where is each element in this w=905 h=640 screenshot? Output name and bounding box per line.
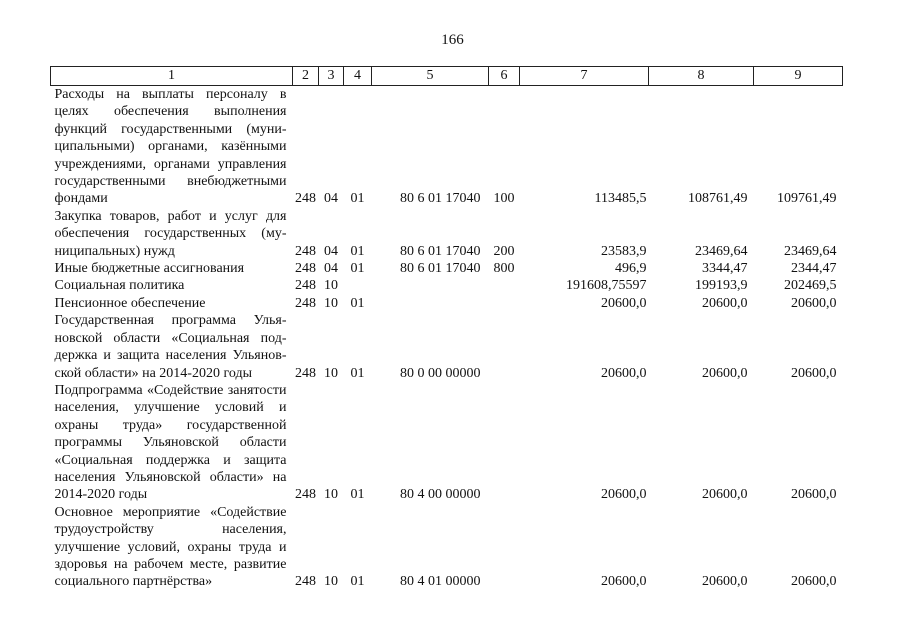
table-row — [51, 382, 843, 504]
row-cell-col5: 80 4 01 00000 — [400, 574, 481, 590]
row-cell-col8: 108761,49 — [688, 191, 748, 207]
row-cell-col6: 200 — [493, 243, 515, 259]
row-description: Государственная программа Ульяновской области «Социальная поддержка и защита населения Ульяновской области» на 2014-2020 годы — [54, 313, 287, 381]
column-header-8: 8 — [649, 67, 754, 86]
row-cell-col4: 01 — [350, 243, 365, 259]
row-cell-col5: 80 6 01 17040 — [400, 261, 481, 277]
row-cell-col6 — [489, 277, 520, 294]
row-description: Иные бюджетные ассигнования — [54, 261, 245, 277]
column-header-1: 1 — [51, 67, 293, 86]
table-row — [51, 295, 843, 312]
row-cell-col7: 20600,0 — [601, 365, 647, 381]
row-cell-col7: 20600,0 — [601, 295, 647, 311]
column-header-4: 4 — [344, 67, 372, 86]
row-cell-col8: 20600,0 — [702, 574, 748, 590]
row-cell-col5: 80 4 00 00000 — [400, 487, 481, 503]
column-header-3: 3 — [319, 67, 344, 86]
row-cell-col6 — [489, 312, 520, 382]
table-row — [51, 312, 843, 382]
row-cell-col5: 80 6 01 17040 — [400, 191, 481, 207]
row-cell-col9: 202469,5 — [784, 278, 837, 294]
table-row — [51, 208, 843, 260]
row-cell-col7: 496,9 — [615, 261, 647, 277]
row-cell-col2: 248 — [295, 191, 316, 207]
row-cell-col9: 20600,0 — [791, 295, 837, 311]
row-cell-col3: 04 — [324, 243, 338, 259]
row-cell-col2: 248 — [295, 295, 316, 311]
row-cell-col5 — [372, 295, 489, 312]
table-row — [51, 504, 843, 591]
row-description: Основное мероприятие «Содействие трудоустройству населения, улучшение условий, охраны труда и здоровья на рабочем месте, развитие социального партнёрства» — [54, 504, 287, 590]
row-cell-col3: 04 — [324, 261, 338, 277]
row-description: Расходы на выплаты персоналу в целях обеспечения выполнения функций государственными (муниципальными) органами, казёнными учреждениями, органами управления государственными внебюджетными фондами — [54, 87, 287, 207]
column-header-9: 9 — [754, 67, 843, 86]
row-cell-col2: 248 — [295, 261, 316, 277]
row-cell-col8: 23469,64 — [695, 243, 748, 259]
row-cell-col2: 248 — [295, 365, 316, 381]
row-cell-col4: 01 — [350, 191, 365, 207]
row-cell-col9: 23469,64 — [784, 243, 837, 259]
row-cell-col8: 20600,0 — [702, 487, 748, 503]
row-cell-col3: 04 — [324, 191, 338, 207]
row-cell-col7: 20600,0 — [601, 574, 647, 590]
table-row — [51, 260, 843, 277]
row-cell-col7: 191608,75597 — [566, 278, 647, 294]
row-cell-col4: 01 — [350, 365, 365, 381]
row-cell-col8: 20600,0 — [702, 295, 748, 311]
row-description: Пенсионное обеспечение — [54, 295, 206, 311]
row-cell-col5: 80 6 01 17040 — [400, 243, 481, 259]
row-cell-col8: 20600,0 — [702, 365, 748, 381]
row-cell-col6: 800 — [493, 261, 515, 277]
row-cell-col9: 20600,0 — [791, 574, 837, 590]
table-header-row — [51, 67, 843, 86]
row-cell-col4 — [344, 277, 372, 294]
row-cell-col7: 113485,5 — [594, 191, 647, 207]
page-number: 166 — [441, 32, 464, 48]
row-cell-col4: 01 — [350, 261, 365, 277]
row-cell-col3: 10 — [324, 574, 338, 590]
row-cell-col3: 10 — [324, 365, 338, 381]
row-description: Закупка товаров, работ и услуг для обеспечения государственных (муниципальных) нужд — [54, 208, 287, 259]
row-cell-col4: 01 — [350, 487, 365, 503]
column-header-2: 2 — [293, 67, 319, 86]
row-cell-col3: 10 — [324, 487, 338, 503]
row-cell-col6 — [489, 504, 520, 591]
column-header-7: 7 — [520, 67, 649, 86]
row-cell-col2: 248 — [295, 278, 316, 294]
row-cell-col5 — [372, 277, 489, 294]
column-header-6: 6 — [489, 67, 520, 86]
table-row — [51, 86, 843, 208]
row-cell-col6 — [489, 295, 520, 312]
row-cell-col9: 20600,0 — [791, 365, 837, 381]
row-cell-col2: 248 — [295, 574, 316, 590]
row-cell-col8: 199193,9 — [695, 278, 748, 294]
row-cell-col9: 109761,49 — [777, 191, 837, 207]
row-cell-col8: 3344,47 — [702, 261, 748, 277]
row-cell-col3: 10 — [324, 278, 338, 294]
table-row — [51, 277, 843, 294]
row-cell-col4: 01 — [350, 295, 365, 311]
column-header-5: 5 — [372, 67, 489, 86]
row-cell-col9: 2344,47 — [791, 261, 837, 277]
row-cell-col5: 80 0 00 00000 — [400, 365, 481, 381]
row-cell-col3: 10 — [324, 295, 338, 311]
row-description: Социальная политика — [54, 278, 185, 294]
row-cell-col9: 20600,0 — [791, 487, 837, 503]
row-cell-col7: 23583,9 — [601, 243, 647, 259]
budget-table — [50, 66, 843, 591]
table-body — [51, 86, 843, 591]
row-cell-col2: 248 — [295, 243, 316, 259]
row-cell-col2: 248 — [295, 487, 316, 503]
row-description: Подпрограмма «Содействие занятости населения, улучшение условий и охраны труда» государственной программы Ульяновской области «Социальная поддержка и защита населения Ульяновской области» на 2014-2020 годы — [54, 382, 287, 503]
row-cell-col6 — [489, 382, 520, 504]
row-cell-col7: 20600,0 — [601, 487, 647, 503]
row-cell-col4: 01 — [350, 574, 365, 590]
row-cell-col6: 100 — [493, 191, 515, 207]
